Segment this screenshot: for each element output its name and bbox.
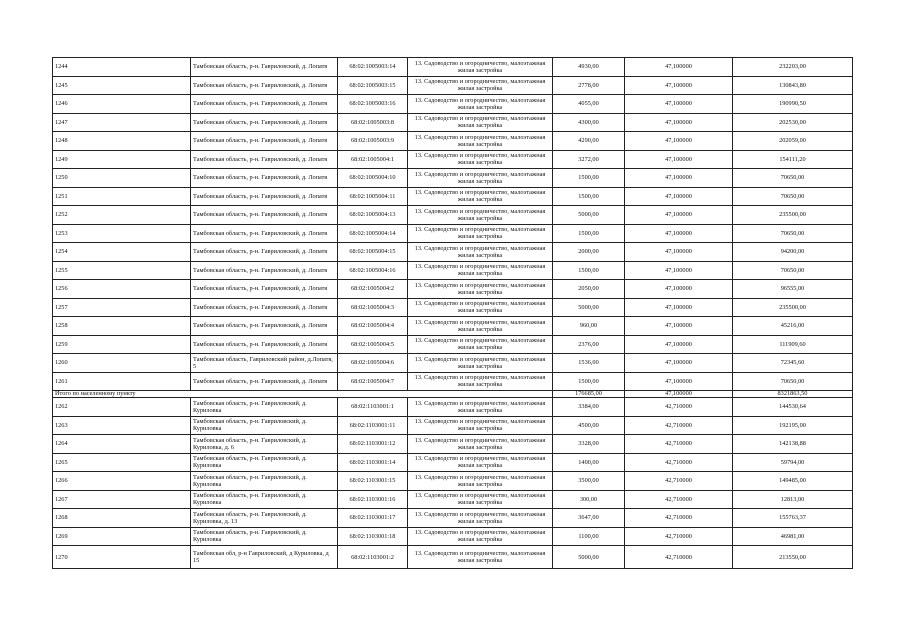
cadastral-value: 70650,00 bbox=[733, 224, 853, 243]
subtotal-area: 176685,00 bbox=[553, 391, 625, 398]
cadastral-number: 68:02:1005004:16 bbox=[338, 261, 408, 280]
cadastral-number: 68:02:1005004:14 bbox=[338, 224, 408, 243]
table-row bbox=[53, 169, 853, 188]
plot-address: Тамбовская область, р-н. Гавриловский, д. Куриловка bbox=[191, 490, 338, 509]
cadastral-value: 111909,60 bbox=[733, 335, 853, 354]
land-use-type: 13. Садоводство и огородничество, малоэтажная жилая застройка bbox=[408, 261, 553, 280]
land-use-type: 13. Садоводство и огородничество, малоэтажная жилая застройка bbox=[408, 132, 553, 151]
cadastral-value: 142138,88 bbox=[733, 435, 853, 454]
plot-address: Тамбовская область, р-н. Гавриловский, д. Куриловка, д. 13 bbox=[191, 509, 338, 528]
table-row bbox=[53, 453, 853, 472]
plot-address: Тамбовская область, р-н. Гавриловский, д. Куриловка bbox=[191, 472, 338, 491]
cadastral-number: 68:02:1005004:1 bbox=[338, 150, 408, 169]
row-number: 1245 bbox=[53, 76, 191, 95]
cadastral-rate: 42,710000 bbox=[625, 435, 733, 454]
cadastral-rate: 42,710000 bbox=[625, 398, 733, 417]
cadastral-value: 72345,60 bbox=[733, 354, 853, 373]
cadastral-rate: 42,710000 bbox=[625, 490, 733, 509]
cadastral-value: 154111,20 bbox=[733, 150, 853, 169]
cadastral-number: 68:02:1005004:3 bbox=[338, 298, 408, 317]
plot-area: 3384,00 bbox=[553, 398, 625, 417]
plot-address: Тамбовская область, р-н. Гавриловский, д. Лопатя bbox=[191, 95, 338, 114]
land-use-type: 13. Садоводство и огородничество, малоэтажная жилая застройка bbox=[408, 224, 553, 243]
row-number: 1262 bbox=[53, 398, 191, 417]
land-use-type: 13. Садоводство и огородничество, малоэтажная жилая застройка bbox=[408, 435, 553, 454]
row-number: 1268 bbox=[53, 509, 191, 528]
row-number: 1255 bbox=[53, 261, 191, 280]
plot-address: Тамбовская область, р-н. Гавриловский, д. Лопатя bbox=[191, 335, 338, 354]
row-number: 1244 bbox=[53, 58, 191, 77]
cadastral-value: 202530,00 bbox=[733, 113, 853, 132]
plot-area: 1500,00 bbox=[553, 169, 625, 188]
land-use-type: 13. Садоводство и огородничество, малоэтажная жилая застройка bbox=[408, 490, 553, 509]
row-number: 1246 bbox=[53, 95, 191, 114]
land-use-type: 13. Садоводство и огородничество, малоэтажная жилая застройка bbox=[408, 509, 553, 528]
cadastral-rate: 47,100000 bbox=[625, 132, 733, 151]
plot-address: Тамбовская область, р-н. Гавриловский, д. Лопатя bbox=[191, 76, 338, 95]
row-number: 1270 bbox=[53, 546, 191, 569]
plot-area: 2000,00 bbox=[553, 243, 625, 262]
plot-address: Тамбовская область, р-н. Гавриловский, д. Лопатя bbox=[191, 113, 338, 132]
plot-address: Тамбовская область, р-н. Гавриловский, д. Лопатя bbox=[191, 187, 338, 206]
table-row bbox=[53, 187, 853, 206]
plot-address: Тамбовская область, р-н. Гавриловский, д. Лопатя bbox=[191, 224, 338, 243]
cadastral-value: 213550,00 bbox=[733, 546, 853, 569]
land-use-type: 13. Садоводство и огородничество, малоэтажная жилая застройка bbox=[408, 317, 553, 336]
plot-address: Тамбовская область, р-н. Гавриловский, д. Лопатя bbox=[191, 261, 338, 280]
row-number: 1261 bbox=[53, 372, 191, 391]
cadastral-rate: 47,100000 bbox=[625, 224, 733, 243]
plot-area: 2376,00 bbox=[553, 335, 625, 354]
plot-area: 5000,00 bbox=[553, 298, 625, 317]
cadastral-number: 68:02:1005004:5 bbox=[338, 335, 408, 354]
row-number: 1247 bbox=[53, 113, 191, 132]
land-use-type: 13. Садоводство и огородничество, малоэтажная жилая застройка bbox=[408, 472, 553, 491]
cadastral-rate: 47,100000 bbox=[625, 187, 733, 206]
table-row bbox=[53, 150, 853, 169]
cadastral-value: 70650,00 bbox=[733, 187, 853, 206]
plot-area: 3272,00 bbox=[553, 150, 625, 169]
plot-address: Тамбовская обл, р-н Гавриловский, д Куриловка, д 15 bbox=[191, 546, 338, 569]
cadastral-rate: 42,710000 bbox=[625, 527, 733, 546]
land-use-type: 13. Садоводство и огородничество, малоэтажная жилая застройка bbox=[408, 243, 553, 262]
land-plots-table bbox=[52, 57, 853, 569]
plot-area: 1100,00 bbox=[553, 527, 625, 546]
cadastral-rate: 47,100000 bbox=[625, 113, 733, 132]
cadastral-number: 68:02:1103001:17 bbox=[338, 509, 408, 528]
plot-area: 1500,00 bbox=[553, 187, 625, 206]
plot-area: 960,00 bbox=[553, 317, 625, 336]
cadastral-value: 190990,50 bbox=[733, 95, 853, 114]
cadastral-value: 70650,00 bbox=[733, 169, 853, 188]
table-row bbox=[53, 58, 853, 77]
table-row bbox=[53, 490, 853, 509]
plot-area: 4500,00 bbox=[553, 416, 625, 435]
cadastral-value: 202059,00 bbox=[733, 132, 853, 151]
row-number: 1258 bbox=[53, 317, 191, 336]
cadastral-value: 144530,64 bbox=[733, 398, 853, 417]
cadastral-rate: 42,710000 bbox=[625, 416, 733, 435]
plot-area: 4930,00 bbox=[553, 58, 625, 77]
row-number: 1263 bbox=[53, 416, 191, 435]
table-row bbox=[53, 298, 853, 317]
cadastral-rate: 47,100000 bbox=[625, 169, 733, 188]
cadastral-rate: 42,710000 bbox=[625, 546, 733, 569]
land-use-type: 13. Садоводство и огородничество, малоэтажная жилая застройка bbox=[408, 335, 553, 354]
row-number: 1252 bbox=[53, 206, 191, 225]
plot-area: 3500,00 bbox=[553, 472, 625, 491]
plot-area: 1500,00 bbox=[553, 261, 625, 280]
plot-address: Тамбовская область, р-н. Гавриловский, д. Куриловка, д. 6 bbox=[191, 435, 338, 454]
land-use-type: 13. Садоводство и огородничество, малоэтажная жилая застройка bbox=[408, 398, 553, 417]
plot-area: 300,00 bbox=[553, 490, 625, 509]
row-number: 1264 bbox=[53, 435, 191, 454]
subtotal-rate: 47,100000 bbox=[625, 391, 733, 398]
table-row bbox=[53, 372, 853, 391]
subtotal-label: Итого по населенному пункту bbox=[53, 391, 553, 398]
plot-address: Тамбовская область, р-н. Гавриловский, д. Лопатя bbox=[191, 298, 338, 317]
cadastral-rate: 42,710000 bbox=[625, 509, 733, 528]
table-row bbox=[53, 335, 853, 354]
row-number: 1248 bbox=[53, 132, 191, 151]
plot-address: Тамбовская область, р-н. Гавриловский, д. Лопатя bbox=[191, 169, 338, 188]
cadastral-value: 45216,00 bbox=[733, 317, 853, 336]
cadastral-number: 68:02:1103001:18 bbox=[338, 527, 408, 546]
land-use-type: 13. Садоводство и огородничество, малоэтажная жилая застройка bbox=[408, 354, 553, 373]
land-use-type: 13. Садоводство и огородничество, малоэтажная жилая застройка bbox=[408, 169, 553, 188]
cadastral-value: 232203,00 bbox=[733, 58, 853, 77]
land-use-type: 13. Садоводство и огородничество, малоэтажная жилая застройка bbox=[408, 76, 553, 95]
cadastral-value: 70650,00 bbox=[733, 372, 853, 391]
table-row bbox=[53, 546, 853, 569]
plot-area: 3328,00 bbox=[553, 435, 625, 454]
plot-area: 4290,00 bbox=[553, 132, 625, 151]
land-use-type: 13. Садоводство и огородничество, малоэтажная жилая застройка bbox=[408, 298, 553, 317]
table-row bbox=[53, 527, 853, 546]
plot-area: 1500,00 bbox=[553, 224, 625, 243]
cadastral-value: 94200,00 bbox=[733, 243, 853, 262]
cadastral-value: 149485,00 bbox=[733, 472, 853, 491]
table-row bbox=[53, 354, 853, 373]
cadastral-number: 68:02:1005004:6 bbox=[338, 354, 408, 373]
cadastral-number: 68:02:1005003:8 bbox=[338, 113, 408, 132]
row-number: 1257 bbox=[53, 298, 191, 317]
cadastral-rate: 47,100000 bbox=[625, 317, 733, 336]
plot-area: 5000,00 bbox=[553, 546, 625, 569]
row-number: 1253 bbox=[53, 224, 191, 243]
table-row bbox=[53, 206, 853, 225]
land-use-type: 13. Садоводство и огородничество, малоэтажная жилая застройка bbox=[408, 113, 553, 132]
cadastral-value: 192195,00 bbox=[733, 416, 853, 435]
cadastral-number: 68:02:1005004:13 bbox=[338, 206, 408, 225]
cadastral-number: 68:02:1103001:16 bbox=[338, 490, 408, 509]
land-use-type: 13. Садоводство и огородничество, малоэтажная жилая застройка bbox=[408, 416, 553, 435]
table-row bbox=[53, 398, 853, 417]
cadastral-rate: 47,100000 bbox=[625, 206, 733, 225]
land-use-type: 13. Садоводство и огородничество, малоэтажная жилая застройка bbox=[408, 280, 553, 299]
plot-area: 4055,00 bbox=[553, 95, 625, 114]
cadastral-rate: 47,100000 bbox=[625, 95, 733, 114]
cadastral-rate: 47,100000 bbox=[625, 298, 733, 317]
table-row bbox=[53, 95, 853, 114]
cadastral-value: 59794,00 bbox=[733, 453, 853, 472]
land-use-type: 13. Садоводство и огородничество, малоэтажная жилая застройка bbox=[408, 150, 553, 169]
plot-area: 4300,00 bbox=[553, 113, 625, 132]
plot-area: 5000,00 bbox=[553, 206, 625, 225]
cadastral-number: 68:02:1005004:11 bbox=[338, 187, 408, 206]
cadastral-value: 70650,00 bbox=[733, 261, 853, 280]
cadastral-number: 68:02:1103001:1 bbox=[338, 398, 408, 417]
plot-address: Тамбовская область, р-н. Гавриловский, д. Куриловка bbox=[191, 453, 338, 472]
cadastral-value: 235500,00 bbox=[733, 206, 853, 225]
plot-address: Тамбовская область, Гавриловский район, д.Лопатя, 5 bbox=[191, 354, 338, 373]
plot-address: Тамбовская область, р-н. Гавриловский, д. Лопатя bbox=[191, 372, 338, 391]
land-use-type: 13. Садоводство и огородничество, малоэтажная жилая застройка bbox=[408, 372, 553, 391]
land-use-type: 13. Садоводство и огородничество, малоэтажная жилая застройка bbox=[408, 58, 553, 77]
cadastral-rate: 47,100000 bbox=[625, 335, 733, 354]
cadastral-number: 68:02:1005004:15 bbox=[338, 243, 408, 262]
plot-address: Тамбовская область, р-н. Гавриловский, д. Лопатя bbox=[191, 243, 338, 262]
cadastral-number: 68:02:1103001:2 bbox=[338, 546, 408, 569]
plot-area: 2778,00 bbox=[553, 76, 625, 95]
row-number: 1269 bbox=[53, 527, 191, 546]
cadastral-rate: 47,100000 bbox=[625, 372, 733, 391]
cadastral-rate: 47,100000 bbox=[625, 354, 733, 373]
table-row bbox=[53, 113, 853, 132]
plot-address: Тамбовская область, р-н. Гавриловский, д. Куриловка bbox=[191, 527, 338, 546]
land-use-type: 13. Садоводство и огородничество, малоэтажная жилая застройка bbox=[408, 546, 553, 569]
row-number: 1256 bbox=[53, 280, 191, 299]
row-number: 1251 bbox=[53, 187, 191, 206]
table-row bbox=[53, 280, 853, 299]
plot-area: 2050,00 bbox=[553, 280, 625, 299]
cadastral-number: 68:02:1103001:15 bbox=[338, 472, 408, 491]
plot-address: Тамбовская область, р-н. Гавриловский, д. Лопатя bbox=[191, 150, 338, 169]
subtotal-value: 8321863,50 bbox=[733, 391, 853, 398]
table-row bbox=[53, 416, 853, 435]
plot-address: Тамбовская область, р-н. Гавриловский, д. Куриловка bbox=[191, 416, 338, 435]
cadastral-rate: 47,100000 bbox=[625, 76, 733, 95]
plot-address: Тамбовская область, р-н. Гавриловский, д. Куриловка bbox=[191, 398, 338, 417]
subtotal-row bbox=[53, 391, 853, 398]
land-use-type: 13. Садоводство и огородничество, малоэтажная жилая застройка bbox=[408, 187, 553, 206]
row-number: 1259 bbox=[53, 335, 191, 354]
cadastral-rate: 47,100000 bbox=[625, 150, 733, 169]
table-row bbox=[53, 472, 853, 491]
cadastral-number: 68:02:1005003:16 bbox=[338, 95, 408, 114]
table-row bbox=[53, 243, 853, 262]
cadastral-number: 68:02:1005003:14 bbox=[338, 58, 408, 77]
plot-address: Тамбовская область, р-н. Гавриловский, д. Лопатя bbox=[191, 317, 338, 336]
cadastral-value: 235500,00 bbox=[733, 298, 853, 317]
table-row bbox=[53, 435, 853, 454]
cadastral-value: 12813,00 bbox=[733, 490, 853, 509]
cadastral-rate: 47,100000 bbox=[625, 280, 733, 299]
cadastral-number: 68:02:1103001:14 bbox=[338, 453, 408, 472]
plot-area: 1500,00 bbox=[553, 372, 625, 391]
cadastral-number: 68:02:1005004:4 bbox=[338, 317, 408, 336]
table-row bbox=[53, 132, 853, 151]
table-row bbox=[53, 317, 853, 336]
table-row bbox=[53, 76, 853, 95]
plot-address: Тамбовская область, р-н. Гавриловский, д. Лопатя bbox=[191, 132, 338, 151]
cadastral-number: 68:02:1103001:12 bbox=[338, 435, 408, 454]
cadastral-rate: 42,710000 bbox=[625, 472, 733, 491]
plot-address: Тамбовская область, р-н. Гавриловский, д. Лопатя bbox=[191, 206, 338, 225]
cadastral-number: 68:02:1005004:2 bbox=[338, 280, 408, 299]
row-number: 1249 bbox=[53, 150, 191, 169]
cadastral-rate: 47,100000 bbox=[625, 243, 733, 262]
cadastral-number: 68:02:1005004:10 bbox=[338, 169, 408, 188]
plot-address: Тамбовская область, р-н. Гавриловский, д. Лопатя bbox=[191, 58, 338, 77]
plot-address: Тамбовская область, р-н. Гавриловский, д. Лопатя bbox=[191, 280, 338, 299]
cadastral-value: 155763,37 bbox=[733, 509, 853, 528]
table-row bbox=[53, 509, 853, 528]
row-number: 1254 bbox=[53, 243, 191, 262]
cadastral-number: 68:02:1005003:9 bbox=[338, 132, 408, 151]
plot-area: 1536,00 bbox=[553, 354, 625, 373]
cadastral-rate: 42,710000 bbox=[625, 453, 733, 472]
row-number: 1265 bbox=[53, 453, 191, 472]
cadastral-number: 68:02:1005003:15 bbox=[338, 76, 408, 95]
row-number: 1267 bbox=[53, 490, 191, 509]
land-use-type: 13. Садоводство и огородничество, малоэтажная жилая застройка bbox=[408, 453, 553, 472]
land-use-type: 13. Садоводство и огородничество, малоэтажная жилая застройка bbox=[408, 527, 553, 546]
table-row bbox=[53, 261, 853, 280]
land-use-type: 13. Садоводство и огородничество, малоэтажная жилая застройка bbox=[408, 206, 553, 225]
row-number: 1260 bbox=[53, 354, 191, 373]
cadastral-number: 68:02:1103001:11 bbox=[338, 416, 408, 435]
cadastral-value: 46981,00 bbox=[733, 527, 853, 546]
cadastral-value: 130843,80 bbox=[733, 76, 853, 95]
row-number: 1266 bbox=[53, 472, 191, 491]
cadastral-rate: 47,100000 bbox=[625, 58, 733, 77]
cadastral-rate: 47,100000 bbox=[625, 261, 733, 280]
plot-area: 1400,00 bbox=[553, 453, 625, 472]
table-row bbox=[53, 224, 853, 243]
plot-area: 3647,00 bbox=[553, 509, 625, 528]
land-use-type: 13. Садоводство и огородничество, малоэтажная жилая застройка bbox=[408, 95, 553, 114]
table-body bbox=[53, 58, 853, 569]
row-number: 1250 bbox=[53, 169, 191, 188]
cadastral-number: 68:02:1005004:7 bbox=[338, 372, 408, 391]
cadastral-value: 96555,00 bbox=[733, 280, 853, 299]
